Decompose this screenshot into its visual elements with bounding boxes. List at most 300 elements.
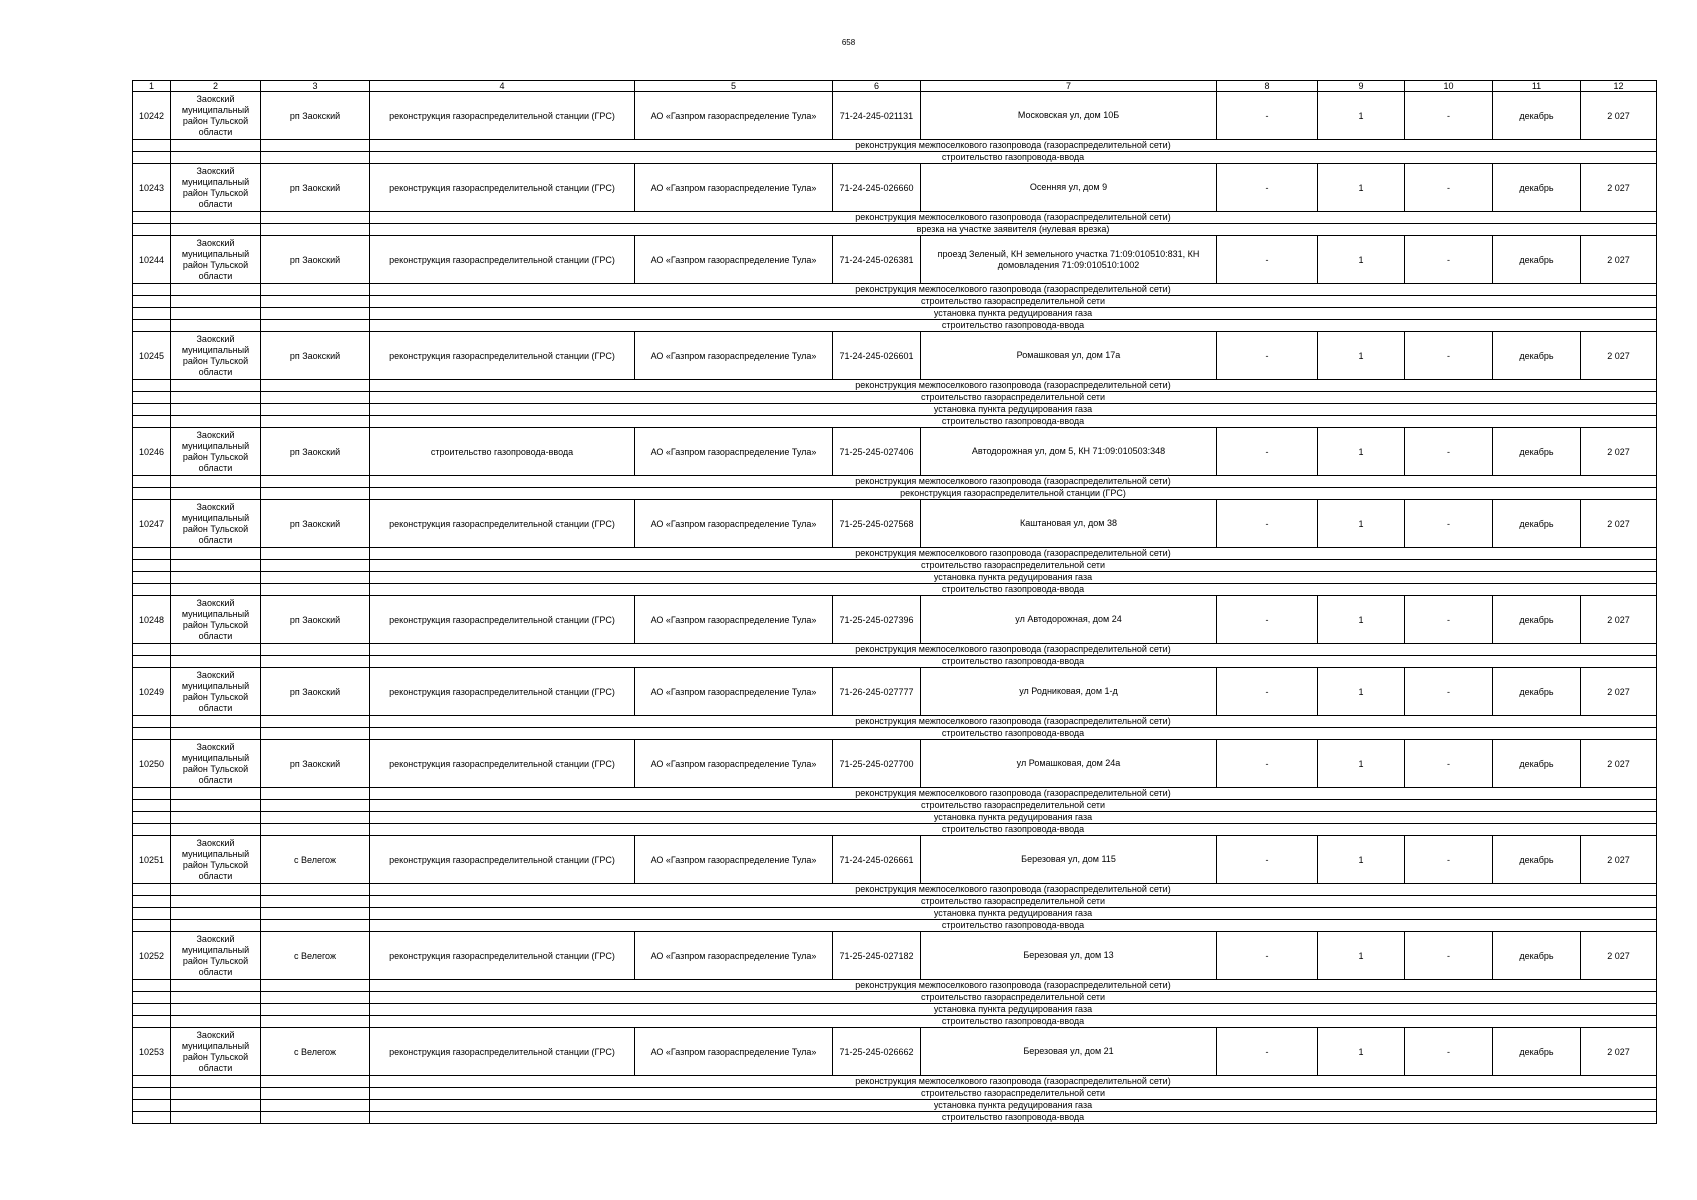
column-8-cell: -: [1217, 164, 1318, 212]
sub-work-cell: реконструкция межпоселкового газопровода (газораспределительной сети): [370, 1076, 1657, 1088]
column-header: 7: [921, 81, 1217, 92]
empty-cell: [133, 584, 171, 596]
empty-cell: [261, 812, 370, 824]
empty-cell: [133, 728, 171, 740]
record-id: 10244: [133, 236, 171, 284]
table-row: [133, 236, 1657, 284]
work-type-cell: реконструкция газораспределительной станции (ГРС): [370, 596, 635, 644]
empty-cell: [171, 476, 261, 488]
organization-cell: АО «Газпром газораспределение Тула»: [635, 596, 833, 644]
column-header: 12: [1581, 81, 1657, 92]
empty-cell: [171, 644, 261, 656]
empty-cell: [261, 392, 370, 404]
code-cell: 71-25-245-027568: [833, 500, 921, 548]
work-type-cell: реконструкция газораспределительной станции (ГРС): [370, 164, 635, 212]
organization-cell: АО «Газпром газораспределение Тула»: [635, 236, 833, 284]
address-cell: ул Автодорожная, дом 24: [921, 596, 1217, 644]
empty-cell: [171, 992, 261, 1004]
empty-cell: [261, 884, 370, 896]
sub-work-cell: установка пункта редуцирования газа: [370, 812, 1657, 824]
district-cell: Заокский муниципальный район Тульской области: [171, 1028, 261, 1076]
empty-cell: [261, 224, 370, 236]
sub-row: [133, 1004, 1657, 1016]
empty-cell: [171, 908, 261, 920]
empty-cell: [133, 896, 171, 908]
sub-row: [133, 560, 1657, 572]
column-8-cell: -: [1217, 668, 1318, 716]
sub-row: [133, 656, 1657, 668]
empty-cell: [261, 404, 370, 416]
empty-cell: [261, 1100, 370, 1112]
sub-work-cell: реконструкция межпоселкового газопровода (газораспределительной сети): [370, 644, 1657, 656]
organization-cell: АО «Газпром газораспределение Тула»: [635, 668, 833, 716]
month-cell: декабрь: [1493, 92, 1581, 140]
table-row: [133, 740, 1657, 788]
quantity-cell: 1: [1318, 332, 1405, 380]
empty-cell: [171, 788, 261, 800]
sub-work-cell: строительство газопровода-ввода: [370, 320, 1657, 332]
column-header: 5: [635, 81, 833, 92]
sub-work-cell: строительство газораспределительной сети: [370, 800, 1657, 812]
month-cell: декабрь: [1493, 740, 1581, 788]
column-8-cell: -: [1217, 740, 1318, 788]
locality-cell: рп Заокский: [261, 236, 370, 284]
code-cell: 71-24-245-021131: [833, 92, 921, 140]
address-cell: Осенняя ул, дом 9: [921, 164, 1217, 212]
code-cell: 71-25-245-027700: [833, 740, 921, 788]
empty-cell: [261, 716, 370, 728]
table-row: [133, 1028, 1657, 1076]
work-type-cell: реконструкция газораспределительной станции (ГРС): [370, 236, 635, 284]
sub-work-cell: строительство газораспределительной сети: [370, 296, 1657, 308]
empty-cell: [171, 548, 261, 560]
locality-cell: рп Заокский: [261, 500, 370, 548]
sub-row: [133, 1016, 1657, 1028]
year-cell: 2 027: [1581, 236, 1657, 284]
column-8-cell: -: [1217, 836, 1318, 884]
empty-cell: [261, 920, 370, 932]
data-table: [132, 80, 1657, 1124]
sub-work-cell: строительство газопровода-ввода: [370, 824, 1657, 836]
district-cell: Заокский муниципальный район Тульской области: [171, 668, 261, 716]
empty-cell: [133, 908, 171, 920]
column-header: 11: [1493, 81, 1581, 92]
empty-cell: [171, 296, 261, 308]
empty-cell: [171, 380, 261, 392]
empty-cell: [171, 584, 261, 596]
code-cell: 71-25-245-027396: [833, 596, 921, 644]
empty-cell: [261, 560, 370, 572]
sub-work-cell: реконструкция межпоселкового газопровода (газораспределительной сети): [370, 788, 1657, 800]
record-id: 10245: [133, 332, 171, 380]
sub-row: [133, 992, 1657, 1004]
sub-row: [133, 224, 1657, 236]
column-header: 3: [261, 81, 370, 92]
sub-work-cell: строительство газораспределительной сети: [370, 992, 1657, 1004]
record-id: 10247: [133, 500, 171, 548]
empty-cell: [133, 380, 171, 392]
empty-cell: [171, 884, 261, 896]
district-cell: Заокский муниципальный район Тульской области: [171, 932, 261, 980]
month-cell: декабрь: [1493, 332, 1581, 380]
sub-work-cell: реконструкция межпоселкового газопровода (газораспределительной сети): [370, 140, 1657, 152]
sub-work-cell: строительство газопровода-ввода: [370, 152, 1657, 164]
address-cell: Автодорожная ул, дом 5, КН 71:09:010503:348: [921, 428, 1217, 476]
empty-cell: [133, 812, 171, 824]
empty-cell: [261, 380, 370, 392]
year-cell: 2 027: [1581, 668, 1657, 716]
month-cell: декабрь: [1493, 932, 1581, 980]
locality-cell: рп Заокский: [261, 164, 370, 212]
work-type-cell: реконструкция газораспределительной станции (ГРС): [370, 500, 635, 548]
sub-work-cell: реконструкция межпоселкового газопровода (газораспределительной сети): [370, 548, 1657, 560]
column-8-cell: -: [1217, 500, 1318, 548]
record-id: 10253: [133, 1028, 171, 1076]
year-cell: 2 027: [1581, 1028, 1657, 1076]
sub-row: [133, 152, 1657, 164]
code-cell: 71-24-245-026381: [833, 236, 921, 284]
empty-cell: [133, 980, 171, 992]
sub-row: [133, 908, 1657, 920]
sub-row: [133, 788, 1657, 800]
column-8-cell: -: [1217, 428, 1318, 476]
sub-row: [133, 284, 1657, 296]
column-10-cell: -: [1405, 1028, 1493, 1076]
empty-cell: [133, 284, 171, 296]
column-8-cell: -: [1217, 596, 1318, 644]
quantity-cell: 1: [1318, 164, 1405, 212]
empty-cell: [133, 1076, 171, 1088]
empty-cell: [261, 488, 370, 500]
empty-cell: [133, 788, 171, 800]
column-10-cell: -: [1405, 596, 1493, 644]
district-cell: Заокский муниципальный район Тульской области: [171, 428, 261, 476]
empty-cell: [133, 884, 171, 896]
empty-cell: [133, 548, 171, 560]
sub-work-cell: установка пункта редуцирования газа: [370, 1004, 1657, 1016]
empty-cell: [261, 572, 370, 584]
code-cell: 71-25-245-027406: [833, 428, 921, 476]
column-10-cell: -: [1405, 92, 1493, 140]
record-id: 10242: [133, 92, 171, 140]
table-row: [133, 596, 1657, 644]
record-id: 10251: [133, 836, 171, 884]
sub-work-cell: реконструкция межпоселкового газопровода (газораспределительной сети): [370, 884, 1657, 896]
empty-cell: [261, 656, 370, 668]
column-10-cell: -: [1405, 332, 1493, 380]
quantity-cell: 1: [1318, 428, 1405, 476]
empty-cell: [133, 212, 171, 224]
empty-cell: [171, 824, 261, 836]
work-type-cell: реконструкция газораспределительной станции (ГРС): [370, 932, 635, 980]
code-cell: 71-24-245-026601: [833, 332, 921, 380]
sub-row: [133, 296, 1657, 308]
empty-cell: [171, 284, 261, 296]
work-type-cell: реконструкция газораспределительной станции (ГРС): [370, 668, 635, 716]
sub-row: [133, 800, 1657, 812]
empty-cell: [133, 560, 171, 572]
empty-cell: [261, 824, 370, 836]
empty-cell: [133, 152, 171, 164]
empty-cell: [261, 308, 370, 320]
table-row: [133, 332, 1657, 380]
work-type-cell: реконструкция газораспределительной станции (ГРС): [370, 740, 635, 788]
sub-work-cell: строительство газораспределительной сети: [370, 1088, 1657, 1100]
sub-work-cell: строительство газопровода-ввода: [370, 1112, 1657, 1124]
empty-cell: [261, 152, 370, 164]
column-10-cell: -: [1405, 932, 1493, 980]
empty-cell: [133, 716, 171, 728]
year-cell: 2 027: [1581, 428, 1657, 476]
organization-cell: АО «Газпром газораспределение Тула»: [635, 164, 833, 212]
sub-row: [133, 920, 1657, 932]
district-cell: Заокский муниципальный район Тульской области: [171, 164, 261, 212]
column-8-cell: -: [1217, 1028, 1318, 1076]
empty-cell: [133, 416, 171, 428]
organization-cell: АО «Газпром газораспределение Тула»: [635, 428, 833, 476]
sub-row: [133, 644, 1657, 656]
record-id: 10246: [133, 428, 171, 476]
column-10-cell: -: [1405, 740, 1493, 788]
sub-work-cell: установка пункта редуцирования газа: [370, 1100, 1657, 1112]
column-8-cell: -: [1217, 236, 1318, 284]
sub-row: [133, 404, 1657, 416]
sub-row: [133, 716, 1657, 728]
sub-row: [133, 824, 1657, 836]
sub-row: [133, 980, 1657, 992]
work-type-cell: реконструкция газораспределительной станции (ГРС): [370, 1028, 635, 1076]
empty-cell: [171, 212, 261, 224]
empty-cell: [133, 644, 171, 656]
sub-work-cell: строительство газопровода-ввода: [370, 416, 1657, 428]
work-type-cell: реконструкция газораспределительной станции (ГРС): [370, 332, 635, 380]
sub-work-cell: реконструкция межпоселкового газопровода (газораспределительной сети): [370, 476, 1657, 488]
table-row: [133, 92, 1657, 140]
empty-cell: [171, 716, 261, 728]
month-cell: декабрь: [1493, 596, 1581, 644]
empty-cell: [171, 224, 261, 236]
empty-cell: [171, 488, 261, 500]
empty-cell: [171, 152, 261, 164]
sub-work-cell: строительство газопровода-ввода: [370, 728, 1657, 740]
empty-cell: [261, 1088, 370, 1100]
sub-row: [133, 896, 1657, 908]
quantity-cell: 1: [1318, 1028, 1405, 1076]
table-row: [133, 164, 1657, 212]
empty-cell: [261, 896, 370, 908]
empty-cell: [261, 992, 370, 1004]
empty-cell: [261, 644, 370, 656]
month-cell: декабрь: [1493, 1028, 1581, 1076]
organization-cell: АО «Газпром газораспределение Тула»: [635, 92, 833, 140]
locality-cell: с Велегож: [261, 836, 370, 884]
sub-row: [133, 1112, 1657, 1124]
column-10-cell: -: [1405, 236, 1493, 284]
sub-row: [133, 812, 1657, 824]
table-row: [133, 836, 1657, 884]
sub-row: [133, 584, 1657, 596]
sub-work-cell: строительство газораспределительной сети: [370, 392, 1657, 404]
sub-row: [133, 320, 1657, 332]
district-cell: Заокский муниципальный район Тульской области: [171, 500, 261, 548]
sub-row: [133, 380, 1657, 392]
sub-work-cell: строительство газораспределительной сети: [370, 896, 1657, 908]
quantity-cell: 1: [1318, 92, 1405, 140]
sub-work-cell: установка пункта редуцирования газа: [370, 908, 1657, 920]
year-cell: 2 027: [1581, 836, 1657, 884]
sub-row: [133, 212, 1657, 224]
empty-cell: [171, 1088, 261, 1100]
column-header: 6: [833, 81, 921, 92]
empty-cell: [171, 1004, 261, 1016]
sub-work-cell: строительство газораспределительной сети: [370, 560, 1657, 572]
table-row: [133, 668, 1657, 716]
empty-cell: [133, 308, 171, 320]
empty-cell: [261, 1112, 370, 1124]
locality-cell: рп Заокский: [261, 428, 370, 476]
empty-cell: [261, 788, 370, 800]
empty-cell: [133, 656, 171, 668]
column-header: 8: [1217, 81, 1318, 92]
address-cell: проезд Зеленый, КН земельного участка 71:09:010510:831, КН домовладения 71:09:010510:1002: [921, 236, 1217, 284]
column-header: 2: [171, 81, 261, 92]
year-cell: 2 027: [1581, 164, 1657, 212]
sub-work-cell: реконструкция межпоселкового газопровода (газораспределительной сети): [370, 980, 1657, 992]
column-8-cell: -: [1217, 332, 1318, 380]
empty-cell: [133, 920, 171, 932]
table-row: [133, 932, 1657, 980]
organization-cell: АО «Газпром газораспределение Тула»: [635, 1028, 833, 1076]
month-cell: декабрь: [1493, 236, 1581, 284]
district-cell: Заокский муниципальный район Тульской области: [171, 332, 261, 380]
address-cell: Березовая ул, дом 115: [921, 836, 1217, 884]
sub-work-cell: строительство газопровода-ввода: [370, 584, 1657, 596]
header-row: [133, 81, 1657, 92]
code-cell: 71-24-245-026661: [833, 836, 921, 884]
empty-cell: [261, 980, 370, 992]
sub-work-cell: установка пункта редуцирования газа: [370, 308, 1657, 320]
empty-cell: [171, 812, 261, 824]
empty-cell: [133, 1112, 171, 1124]
empty-cell: [171, 896, 261, 908]
empty-cell: [133, 296, 171, 308]
organization-cell: АО «Газпром газораспределение Тула»: [635, 836, 833, 884]
code-cell: 71-26-245-027777: [833, 668, 921, 716]
empty-cell: [261, 908, 370, 920]
record-id: 10248: [133, 596, 171, 644]
empty-cell: [261, 1076, 370, 1088]
empty-cell: [261, 212, 370, 224]
column-10-cell: -: [1405, 668, 1493, 716]
year-cell: 2 027: [1581, 500, 1657, 548]
column-header: 10: [1405, 81, 1493, 92]
organization-cell: АО «Газпром газораспределение Тула»: [635, 932, 833, 980]
district-cell: Заокский муниципальный район Тульской области: [171, 236, 261, 284]
month-cell: декабрь: [1493, 500, 1581, 548]
column-10-cell: -: [1405, 428, 1493, 476]
empty-cell: [261, 800, 370, 812]
code-cell: 71-25-245-027182: [833, 932, 921, 980]
empty-cell: [261, 416, 370, 428]
empty-cell: [133, 320, 171, 332]
sub-work-cell: строительство газопровода-ввода: [370, 920, 1657, 932]
year-cell: 2 027: [1581, 932, 1657, 980]
empty-cell: [261, 140, 370, 152]
empty-cell: [261, 584, 370, 596]
record-id: 10250: [133, 740, 171, 788]
empty-cell: [261, 1016, 370, 1028]
sub-row: [133, 572, 1657, 584]
year-cell: 2 027: [1581, 92, 1657, 140]
empty-cell: [261, 320, 370, 332]
quantity-cell: 1: [1318, 836, 1405, 884]
empty-cell: [171, 1100, 261, 1112]
empty-cell: [133, 824, 171, 836]
empty-cell: [133, 1016, 171, 1028]
sub-row: [133, 548, 1657, 560]
sub-work-cell: реконструкция межпоселкового газопровода (газораспределительной сети): [370, 212, 1657, 224]
column-header: 4: [370, 81, 635, 92]
empty-cell: [133, 1004, 171, 1016]
table-row: [133, 428, 1657, 476]
empty-cell: [133, 488, 171, 500]
empty-cell: [171, 980, 261, 992]
organization-cell: АО «Газпром газораспределение Тула»: [635, 500, 833, 548]
empty-cell: [171, 656, 261, 668]
sub-row: [133, 1088, 1657, 1100]
empty-cell: [261, 284, 370, 296]
empty-cell: [171, 920, 261, 932]
district-cell: Заокский муниципальный район Тульской области: [171, 92, 261, 140]
sub-work-cell: реконструкция газораспределительной станции (ГРС): [370, 488, 1657, 500]
sub-row: [133, 416, 1657, 428]
address-cell: Ромашковая ул, дом 17а: [921, 332, 1217, 380]
work-type-cell: строительство газопровода-ввода: [370, 428, 635, 476]
column-header: 9: [1318, 81, 1405, 92]
sub-row: [133, 884, 1657, 896]
empty-cell: [261, 476, 370, 488]
empty-cell: [171, 800, 261, 812]
column-8-cell: -: [1217, 92, 1318, 140]
empty-cell: [171, 140, 261, 152]
empty-cell: [171, 392, 261, 404]
quantity-cell: 1: [1318, 236, 1405, 284]
work-type-cell: реконструкция газораспределительной станции (ГРС): [370, 836, 635, 884]
column-10-cell: -: [1405, 836, 1493, 884]
empty-cell: [133, 404, 171, 416]
table-row: [133, 500, 1657, 548]
empty-cell: [171, 1016, 261, 1028]
empty-cell: [133, 800, 171, 812]
sub-row: [133, 488, 1657, 500]
address-cell: Березовая ул, дом 21: [921, 1028, 1217, 1076]
sub-row: [133, 1076, 1657, 1088]
locality-cell: рп Заокский: [261, 92, 370, 140]
quantity-cell: 1: [1318, 596, 1405, 644]
column-10-cell: -: [1405, 164, 1493, 212]
empty-cell: [171, 572, 261, 584]
empty-cell: [133, 392, 171, 404]
district-cell: Заокский муниципальный район Тульской области: [171, 836, 261, 884]
month-cell: декабрь: [1493, 428, 1581, 476]
district-cell: Заокский муниципальный район Тульской области: [171, 596, 261, 644]
empty-cell: [133, 1100, 171, 1112]
quantity-cell: 1: [1318, 740, 1405, 788]
table-body: [133, 92, 1657, 1124]
locality-cell: рп Заокский: [261, 668, 370, 716]
quantity-cell: 1: [1318, 932, 1405, 980]
empty-cell: [133, 572, 171, 584]
